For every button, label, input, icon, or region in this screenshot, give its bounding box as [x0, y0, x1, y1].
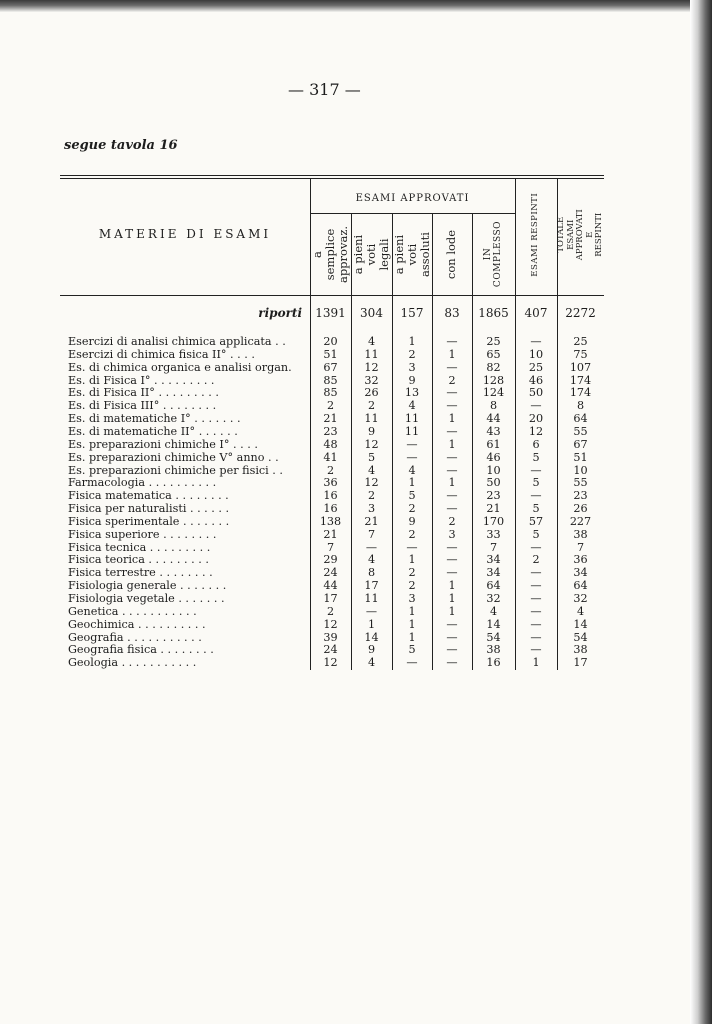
- table-cell: 12: [528, 424, 544, 438]
- col-header-lode: con lode: [444, 229, 459, 279]
- table-cell: —: [446, 566, 458, 580]
- table-cell: 16: [323, 502, 338, 516]
- table-cell: 13: [404, 386, 420, 400]
- table-cell: —: [446, 553, 458, 567]
- table-cell: 1: [408, 630, 416, 644]
- table-row: [60, 656, 604, 669]
- table-cell: 8: [367, 566, 376, 580]
- table-cell: 3: [408, 592, 416, 605]
- subject-name: Fisiologia vegetale . . . . . . .: [68, 592, 225, 605]
- table-row: [60, 438, 604, 451]
- table-cell: 41: [323, 450, 338, 464]
- table-cell: 5: [532, 476, 540, 490]
- table-cell: —: [446, 360, 458, 374]
- table-cell: —: [406, 656, 418, 670]
- table-row: [60, 643, 604, 656]
- table-cell: —: [446, 630, 458, 644]
- table-cell: —: [530, 604, 542, 618]
- table-cell: 32: [364, 373, 379, 387]
- table-cell: 34: [486, 553, 501, 567]
- table-cell: —: [530, 335, 542, 348]
- table-cell: 1: [408, 604, 416, 618]
- table-cell: 38: [573, 643, 588, 657]
- table-cell: —: [365, 604, 378, 618]
- table-cell: 5: [408, 643, 416, 657]
- table-cell: 25: [486, 335, 501, 348]
- table-cell: 82: [486, 360, 501, 374]
- table-row: [60, 605, 604, 618]
- table-cell: 32: [486, 592, 501, 605]
- riporti-value: 83: [444, 306, 460, 320]
- table-cell: 55: [573, 424, 588, 438]
- table-cell: 2: [367, 489, 376, 503]
- subject-name: Es. di matematiche I° . . . . . . .: [68, 412, 241, 426]
- table-cell: 21: [486, 502, 501, 516]
- table-cell: —: [446, 540, 458, 554]
- table-continuation-label: segue tavola 16: [64, 138, 178, 153]
- row-header-materie: MATERIE DI ESAMI: [98, 227, 272, 241]
- table-cell: 9: [408, 373, 416, 387]
- table-cell: 1: [408, 476, 416, 490]
- table-cell: —: [446, 399, 458, 413]
- table-cell: —: [446, 424, 458, 438]
- table-cell: 17: [323, 592, 338, 605]
- table-cell: 2: [532, 553, 540, 567]
- table-cell: 8: [489, 399, 498, 413]
- table-cell: 5: [532, 527, 540, 541]
- table-cell: 21: [364, 514, 379, 528]
- table-cell: 2: [408, 502, 416, 516]
- page-number: — 317 —: [288, 80, 361, 99]
- col-header-respinti: ESAMI RESPINTI: [530, 193, 541, 277]
- table-cell: —: [446, 656, 458, 670]
- table-cell: 11: [364, 412, 379, 426]
- table-cell: 2: [408, 579, 416, 593]
- table-cell: 32: [573, 592, 588, 605]
- table-cell: 174: [569, 373, 592, 387]
- table-cell: 4: [367, 463, 376, 477]
- subject-name: Es. preparazioni chimiche V° anno . .: [68, 450, 279, 464]
- table-cell: 3: [367, 502, 376, 516]
- table-cell: 39: [323, 630, 338, 644]
- table-cell: 11: [404, 412, 420, 426]
- table-cell: 2: [326, 604, 335, 618]
- table-cell: 4: [576, 604, 585, 618]
- table-cell: 1: [448, 604, 456, 618]
- table-cell: 12: [323, 617, 338, 631]
- subject-name: Es. di Fisica III° . . . . . . . .: [68, 399, 217, 413]
- table-cell: 54: [573, 630, 588, 644]
- table-cell: 38: [573, 527, 588, 541]
- table-cell: 23: [486, 489, 501, 503]
- table-cell: —: [446, 463, 458, 477]
- table-cell: 64: [573, 579, 588, 593]
- table-cell: 50: [486, 476, 501, 490]
- table-cell: 33: [486, 527, 501, 541]
- table-cell: 2: [408, 527, 416, 541]
- table-cell: 1: [532, 656, 540, 670]
- table-cell: 24: [323, 643, 338, 657]
- table-cell: 24: [323, 566, 338, 580]
- riporti-value: 407: [524, 306, 548, 320]
- table-cell: 12: [364, 360, 379, 374]
- group-header-esami-approvati: ESAMI APPROVATI: [355, 193, 470, 204]
- table-cell: 2: [448, 514, 456, 528]
- table-cell: 1: [448, 592, 456, 605]
- subject-name: Geografia . . . . . . . . . . .: [68, 630, 202, 644]
- table-row: [60, 592, 604, 605]
- table-cell: —: [530, 489, 542, 503]
- riporti-value: 1865: [478, 306, 509, 320]
- table-cell: 174: [569, 386, 592, 400]
- table-cell: 17: [573, 656, 588, 670]
- table-cell: 128: [482, 373, 505, 387]
- table-cell: 54: [486, 630, 501, 644]
- table-cell: 67: [323, 360, 338, 374]
- table-cell: 36: [323, 476, 338, 490]
- table-row: [60, 528, 604, 541]
- subject-name: Esercizi di analisi chimica applicata . .: [68, 335, 286, 348]
- table-cell: 3: [448, 527, 456, 541]
- table-cell: 11: [364, 592, 379, 605]
- table-cell: 50: [528, 386, 544, 400]
- table-cell: 14: [486, 617, 501, 631]
- table-cell: 227: [569, 514, 592, 528]
- subject-name: Es. di matematiche II° . . . . . .: [68, 424, 238, 438]
- table-cell: 4: [367, 335, 376, 348]
- riporti-value: 1391: [315, 306, 346, 320]
- subject-name: Esercizi di chimica fisica II° . . . .: [68, 347, 255, 361]
- table-cell: —: [530, 399, 542, 413]
- table-row: [60, 348, 604, 361]
- table-cell: 4: [367, 656, 376, 670]
- table-cell: 2: [408, 566, 416, 580]
- table-cell: —: [530, 579, 542, 593]
- table-cell: 21: [323, 412, 338, 426]
- table-cell: 57: [528, 514, 544, 528]
- subject-name: Fisica tecnica . . . . . . . . .: [68, 540, 211, 554]
- col-header-pieni-legali: a pieni voti legali: [351, 234, 391, 274]
- table-cell: 10: [573, 463, 588, 477]
- riporti-value: 304: [360, 306, 383, 320]
- table-cell: 20: [528, 412, 544, 426]
- table-cell: 138: [319, 514, 342, 528]
- table-cell: —: [446, 643, 458, 657]
- table-cell: —: [530, 540, 542, 554]
- table-cell: 85: [323, 386, 338, 400]
- table-row: [60, 631, 604, 644]
- subject-name: Fisica sperimentale . . . . . . .: [68, 514, 230, 528]
- table-cell: 34: [486, 566, 501, 580]
- table-cell: 10: [528, 347, 544, 361]
- table-row: [60, 553, 604, 566]
- table-cell: 26: [364, 386, 379, 400]
- subject-name: Es. di chimica organica e analisi organ.: [68, 360, 292, 374]
- table-cell: 34: [573, 566, 588, 580]
- table-cell: 44: [486, 412, 501, 426]
- table-row: [60, 502, 604, 515]
- table-row: [60, 515, 604, 528]
- table-cell: 51: [323, 347, 338, 361]
- table-cell: 1: [448, 579, 456, 593]
- table-cell: 124: [482, 386, 505, 400]
- table-cell: —: [446, 450, 458, 464]
- table-row: [60, 425, 604, 438]
- table-cell: 38: [486, 643, 501, 657]
- table-row: [60, 489, 604, 502]
- table-cell: 46: [486, 450, 501, 464]
- table-cell: —: [406, 540, 418, 554]
- table-cell: 43: [486, 424, 501, 438]
- table-cell: —: [446, 617, 458, 631]
- exam-statistics-table: [60, 175, 604, 675]
- table-cell: 7: [576, 540, 585, 554]
- table-row: [60, 618, 604, 631]
- table-row: [60, 361, 604, 374]
- table-row: [60, 541, 604, 554]
- table-cell: 23: [573, 489, 588, 503]
- subject-name: Fisica superiore . . . . . . . .: [68, 527, 217, 541]
- table-cell: 170: [482, 514, 505, 528]
- table-row: [60, 399, 604, 412]
- table-cell: 6: [532, 437, 540, 451]
- subject-name: Es. preparazioni chimiche I° . . . .: [68, 437, 258, 451]
- table-cell: 4: [489, 604, 498, 618]
- table-cell: 85: [323, 373, 338, 387]
- table-cell: —: [446, 489, 458, 503]
- table-cell: 5: [532, 450, 540, 464]
- table-cell: —: [446, 386, 458, 400]
- table-cell: 16: [486, 656, 501, 670]
- table-cell: —: [530, 617, 542, 631]
- table-top-rule: [60, 175, 604, 176]
- table-cell: 2: [367, 399, 376, 413]
- table-cell: 12: [364, 476, 379, 490]
- col-header-pieni-assoluti: a pieni voti assoluti: [391, 231, 432, 277]
- table-cell: 67: [573, 437, 588, 451]
- subject-name: Fisiologia generale . . . . . . .: [68, 579, 227, 593]
- table-cell: 5: [367, 450, 376, 464]
- subject-name: Fisica teorica . . . . . . . . .: [68, 553, 209, 567]
- table-cell: 1: [367, 617, 376, 631]
- table-cell: 14: [364, 630, 379, 644]
- table-row: [60, 335, 604, 348]
- table-row: [60, 374, 604, 387]
- subject-name: Fisica matematica . . . . . . . .: [68, 489, 229, 503]
- table-cell: 46: [528, 373, 544, 387]
- table-cell: 5: [408, 489, 416, 503]
- table-cell: 12: [323, 656, 338, 670]
- table-cell: —: [530, 643, 542, 657]
- subject-name: Genetica . . . . . . . . . . .: [68, 604, 197, 618]
- riporti-value: 157: [400, 306, 424, 320]
- table-cell: 9: [408, 514, 416, 528]
- table-cell: 16: [323, 489, 338, 503]
- table-cell: 64: [573, 412, 588, 426]
- table-row: [60, 566, 604, 579]
- subject-name: Geologia . . . . . . . . . . .: [68, 656, 197, 670]
- table-row: [60, 464, 604, 477]
- table-row: [60, 451, 604, 464]
- table-cell: —: [530, 566, 542, 580]
- table-cell: 1: [448, 476, 456, 490]
- table-cell: 1: [408, 553, 416, 567]
- table-cell: 65: [486, 347, 501, 361]
- table-cell: 9: [367, 424, 376, 438]
- table-cell: 1: [448, 347, 456, 361]
- table-row: [60, 476, 604, 489]
- table-cell: 4: [408, 399, 416, 413]
- table-cell: —: [530, 592, 542, 605]
- table-cell: 21: [323, 527, 338, 541]
- table-cell: 23: [323, 424, 338, 438]
- subject-name: Es. preparazioni chimiche per fisici . .: [68, 463, 283, 477]
- col-header-semplice: a semplice approvaz.: [310, 225, 350, 283]
- table-cell: 1: [448, 412, 456, 426]
- table-cell: 4: [408, 463, 416, 477]
- table-cell: 75: [573, 347, 588, 361]
- table-cell: 5: [532, 502, 540, 516]
- scan-top-edge: [0, 0, 712, 12]
- table-cell: 55: [573, 476, 588, 490]
- table-cell: 26: [573, 502, 588, 516]
- table-row: [60, 412, 604, 425]
- table-cell: 11: [364, 347, 379, 361]
- table-cell: 1: [408, 335, 416, 348]
- scan-binding-edge: [690, 0, 712, 1024]
- table-cell: —: [406, 450, 418, 464]
- table-cell: —: [530, 630, 542, 644]
- header-bottom-rule: [60, 295, 604, 296]
- table-cell: 29: [323, 553, 338, 567]
- subject-name: Fisica per naturalisti . . . . . .: [68, 502, 230, 516]
- riporti-value: 2272: [565, 306, 596, 320]
- table-cell: 51: [573, 450, 588, 464]
- table-cell: 11: [404, 424, 420, 438]
- table-cell: 107: [569, 360, 592, 374]
- table-cell: 48: [323, 437, 338, 451]
- table-cell: 12: [364, 437, 379, 451]
- table-cell: 2: [326, 399, 335, 413]
- subject-name: Fisica terrestre . . . . . . . .: [68, 566, 213, 580]
- table-cell: 14: [573, 617, 588, 631]
- table-cell: 36: [573, 553, 588, 567]
- table-cell: 4: [367, 553, 376, 567]
- table-cell: 7: [367, 527, 376, 541]
- subject-name: Es. di Fisica II° . . . . . . . . .: [68, 386, 219, 400]
- table-cell: 44: [323, 579, 338, 593]
- table-cell: —: [446, 335, 458, 348]
- subject-name: Farmacologia . . . . . . . . . .: [68, 476, 217, 490]
- table-cell: 25: [528, 360, 544, 374]
- table-cell: 3: [408, 360, 416, 374]
- table-cell: 7: [489, 540, 498, 554]
- col-header-totale: TOTALE ESAMI APPROVATI E RESPINTI: [555, 209, 604, 261]
- table-cell: 17: [364, 579, 379, 593]
- table-cell: —: [530, 463, 542, 477]
- subject-name: Geochimica . . . . . . . . . .: [68, 617, 206, 631]
- table-cell: 7: [326, 540, 335, 554]
- col-header-complesso: IN COMPLESSO: [483, 220, 504, 288]
- table-cell: 2: [326, 463, 335, 477]
- table-cell: 64: [486, 579, 501, 593]
- table-cell: 61: [486, 437, 501, 451]
- table-row: [60, 579, 604, 592]
- table-cell: 2: [448, 373, 456, 387]
- table-cell: —: [446, 502, 458, 516]
- subject-name: Geografia fisica . . . . . . . .: [68, 643, 214, 657]
- table-cell: 2: [408, 347, 416, 361]
- table-cell: 1: [408, 617, 416, 631]
- table-row: [60, 386, 604, 399]
- table-cell: —: [365, 540, 378, 554]
- table-cell: 9: [367, 643, 376, 657]
- riporti-label: riporti: [258, 306, 302, 320]
- table-cell: —: [406, 437, 418, 451]
- table-cell: 25: [573, 335, 588, 348]
- table-cell: 20: [323, 335, 338, 348]
- table-cell: 10: [486, 463, 501, 477]
- table-cell: 8: [576, 399, 585, 413]
- subject-name: Es. di Fisica I° . . . . . . . . .: [68, 373, 215, 387]
- table-cell: 1: [448, 437, 456, 451]
